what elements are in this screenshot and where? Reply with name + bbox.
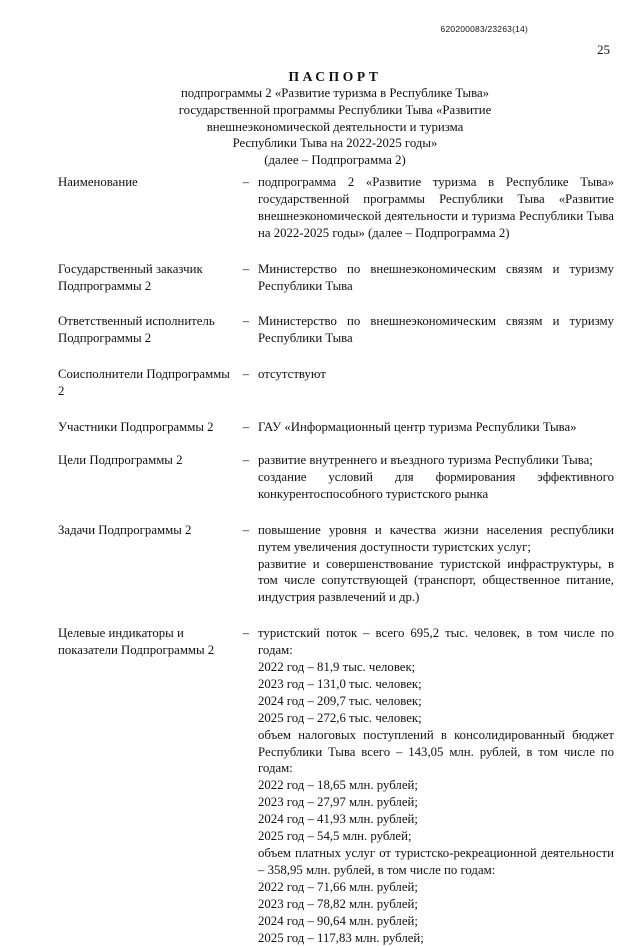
- page-number: 25: [597, 42, 610, 57]
- row-label: Соисполнители Подпрограммы 2: [58, 367, 230, 399]
- row-tasks: [58, 522, 614, 607]
- row-dash: –: [242, 261, 250, 276]
- heading-line-4: Республики Тыва на 2022-2025 годы»: [232, 136, 438, 151]
- row-dash: –: [242, 626, 250, 641]
- value-line: Министерство по внешнеэкономическим связям и туризму Республики Тыва: [258, 314, 614, 346]
- value-line: 2025 год – 117,83 млн. рублей;: [258, 930, 424, 945]
- value-line: 2022 год – 18,65 млн. рублей;: [258, 778, 418, 793]
- row-label: Ответственный исполнитель Подпрограммы 2: [58, 314, 215, 346]
- value-line: объем налоговых поступлений в консолидированный бюджет Республики Тыва всего – 143,05 млн. рублей, в том числе по годам:: [258, 727, 614, 776]
- row-value: [258, 625, 614, 946]
- row-value: [258, 522, 614, 607]
- value-line: 2023 год – 131,0 тыс. человек;: [258, 676, 422, 691]
- row-dash: –: [242, 367, 250, 382]
- row-label: Наименование: [58, 175, 138, 189]
- heading-line-5: (далее – Подпрограмма 2): [264, 153, 406, 168]
- value-line: 2025 год – 54,5 млн. рублей;: [258, 829, 412, 844]
- row-value: [258, 174, 614, 242]
- row-name: [58, 174, 614, 242]
- row-value: [258, 261, 614, 295]
- heading-line-1: подпрограммы 2 «Развитие туризма в Республике Тыва»: [180, 86, 490, 100]
- value-line: 2025 год – 272,6 тыс. человек;: [258, 710, 422, 725]
- row-customer: [58, 261, 614, 295]
- row-label: Государственный заказчик Подпрограммы 2: [58, 261, 203, 293]
- row-dash: –: [242, 420, 250, 435]
- passport-heading: [90, 68, 580, 169]
- row-value: [258, 419, 614, 436]
- row-value: [258, 313, 614, 347]
- row-label: Цели Подпрограммы 2: [58, 452, 183, 467]
- value-line: создание условий для формирования эффективного конкурентоспособного туристского рынка: [258, 469, 614, 501]
- heading-line-2: государственной программы Республики Тыва «Развитие: [178, 102, 492, 117]
- row-participants: [58, 419, 614, 436]
- row-co-executors: [58, 366, 614, 400]
- value-line: туристский поток – всего 695,2 тыс. человек, в том числе по годам:: [258, 626, 614, 658]
- row-dash: –: [242, 452, 250, 467]
- document-id: 620200083/23263(14): [440, 24, 528, 34]
- row-dash: –: [242, 314, 250, 329]
- row-goals: [58, 452, 614, 503]
- row-indicators: [58, 625, 614, 946]
- row-dash: –: [242, 522, 250, 537]
- value-line: развитие и совершенствование туристской инфраструктуры, в том числе сопутствующей (транспорт, общественное питание, индустрия развлечений и др.): [258, 556, 614, 605]
- row-label: Целевые индикаторы и показатели Подпрограммы 2: [58, 626, 215, 658]
- value-line: 2022 год – 71,66 млн. рублей;: [258, 879, 418, 894]
- value-line: 2024 год – 209,7 тыс. человек;: [258, 693, 422, 708]
- row-label: Участники Подпрограммы 2: [58, 420, 214, 435]
- value-line: повышение уровня и качества жизни населения республики путем увеличения доступности туристских услуг;: [258, 522, 614, 554]
- value-line: подпрограмма 2 «Развитие туризма в Республике Тыва» государственной программы Республики Тыва «Развитие внешнеэкономической деятельности и туризма Республики Тыва на 2022-2025 годы» (далее – Подпрограмма 2): [258, 175, 614, 240]
- row-value: [258, 452, 614, 503]
- value-line: 2023 год – 78,82 млн. рублей;: [258, 896, 418, 911]
- row-label: Задачи Подпрограммы 2: [58, 522, 192, 537]
- row-value: [258, 366, 614, 383]
- value-line: отсутствуют: [258, 367, 326, 382]
- value-line: объем платных услуг от туристско-рекреационной деятельности – 358,95 млн. рублей, в том числе по годам:: [258, 846, 614, 877]
- value-line: 2024 год – 90,64 млн. рублей;: [258, 913, 418, 928]
- row-dash: –: [242, 175, 250, 189]
- value-line: 2022 год – 81,9 тыс. человек;: [258, 660, 416, 675]
- value-line: ГАУ «Информационный центр туризма Республики Тыва»: [258, 420, 577, 435]
- heading-line-3: внешнеэкономической деятельности и туризма: [206, 119, 464, 134]
- value-line: 2023 год – 27,97 млн. рублей;: [258, 795, 418, 810]
- row-executor: [58, 313, 614, 347]
- value-line: 2024 год – 41,93 млн. рублей;: [258, 812, 418, 827]
- value-line: Министерство по внешнеэкономическим связям и туризму Республики Тыва: [258, 261, 614, 293]
- passport-table: [58, 174, 614, 946]
- value-line: развитие внутреннего и въездного туризма Республики Тыва;: [258, 452, 593, 467]
- passport-title: ПАСПОРТ: [288, 69, 382, 84]
